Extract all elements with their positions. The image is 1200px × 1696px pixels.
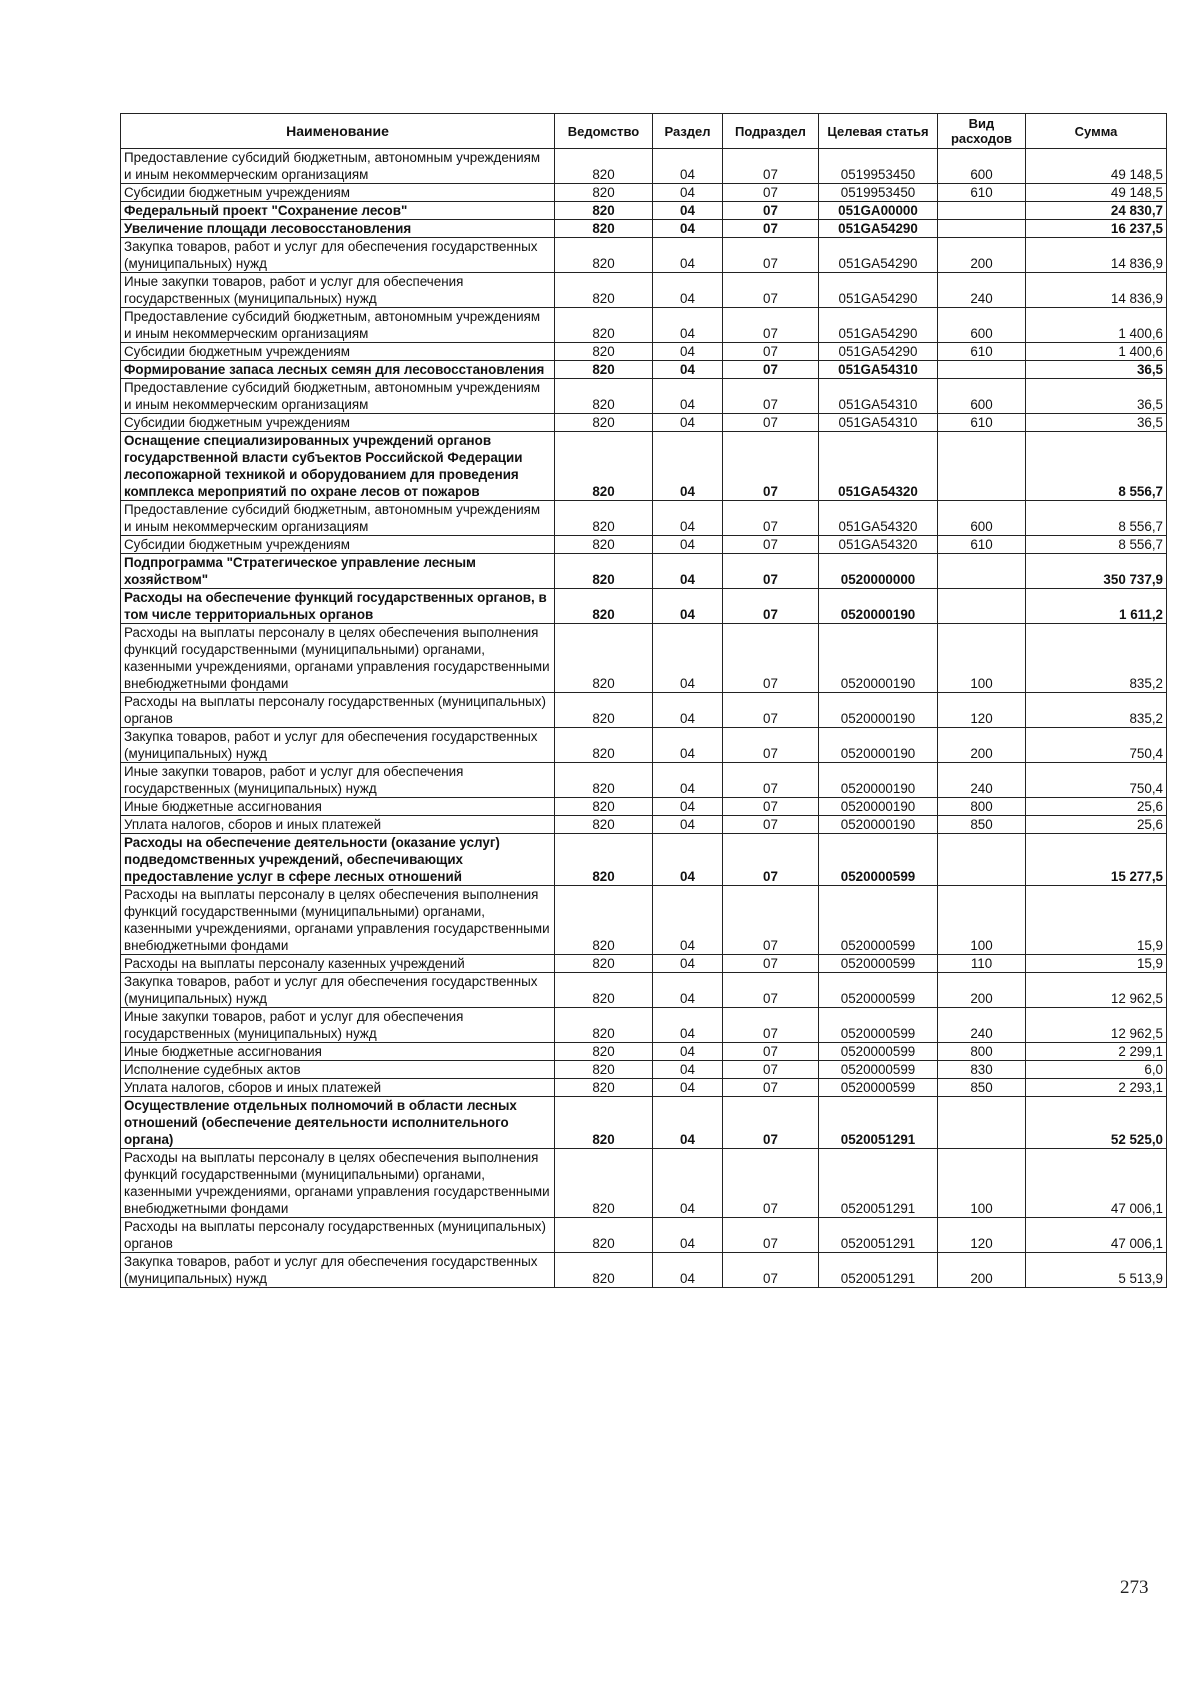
- table-row: [121, 589, 1167, 624]
- cell-exptype: 610: [938, 536, 1026, 554]
- table-row: [121, 624, 1167, 693]
- cell-exptype: 600: [938, 379, 1026, 414]
- cell-subsection: 07: [723, 624, 819, 693]
- table-row: [121, 184, 1167, 202]
- cell-sum: 835,2: [1026, 624, 1167, 693]
- cell-sum: 47 006,1: [1026, 1218, 1167, 1253]
- cell-section: 04: [653, 1218, 723, 1253]
- cell-section: 04: [653, 1043, 723, 1061]
- cell-subsection: 07: [723, 1079, 819, 1097]
- cell-subsection: 07: [723, 220, 819, 238]
- cell-name: Иные закупки товаров, работ и услуг для обеспечения государственных (муниципальных) нужд: [121, 273, 555, 308]
- cell-exptype: 200: [938, 1253, 1026, 1288]
- cell-exptype: [938, 554, 1026, 589]
- cell-target: 0520051291: [819, 1253, 938, 1288]
- cell-exptype: 850: [938, 816, 1026, 834]
- cell-exptype: 600: [938, 501, 1026, 536]
- cell-target: 0520000599: [819, 955, 938, 973]
- cell-subsection: 07: [723, 973, 819, 1008]
- cell-dept: 820: [555, 1043, 653, 1061]
- cell-dept: 820: [555, 1253, 653, 1288]
- table-row: [121, 1043, 1167, 1061]
- cell-target: 0519953450: [819, 149, 938, 184]
- cell-sum: 24 830,7: [1026, 202, 1167, 220]
- cell-sum: 2 299,1: [1026, 1043, 1167, 1061]
- cell-sum: 15,9: [1026, 886, 1167, 955]
- cell-target: 0520000599: [819, 834, 938, 886]
- cell-target: 0520000190: [819, 763, 938, 798]
- cell-section: 04: [653, 955, 723, 973]
- cell-target: 0520051291: [819, 1097, 938, 1149]
- table-row: [121, 973, 1167, 1008]
- cell-target: 0520000190: [819, 624, 938, 693]
- cell-target: 0519953450: [819, 184, 938, 202]
- cell-name: Расходы на выплаты персоналу государственных (муниципальных) органов: [121, 1218, 555, 1253]
- cell-section: 04: [653, 589, 723, 624]
- cell-name: Иные закупки товаров, работ и услуг для обеспечения государственных (муниципальных) нужд: [121, 1008, 555, 1043]
- cell-section: 04: [653, 693, 723, 728]
- header-dept: Ведомство: [555, 114, 653, 149]
- cell-exptype: 800: [938, 798, 1026, 816]
- cell-target: 051GA54320: [819, 501, 938, 536]
- cell-sum: 25,6: [1026, 816, 1167, 834]
- table-row: [121, 1008, 1167, 1043]
- cell-sum: 5 513,9: [1026, 1253, 1167, 1288]
- cell-sum: 36,5: [1026, 361, 1167, 379]
- cell-dept: 820: [555, 955, 653, 973]
- cell-dept: 820: [555, 1218, 653, 1253]
- cell-target: 0520000190: [819, 693, 938, 728]
- cell-name: Оснащение специализированных учреждений органов государственной власти субъектов Российской Федерации лесопожарной техникой и оборудованием для проведения комплекса мероприятий по охране лесов от пожаров: [121, 432, 555, 501]
- cell-section: 04: [653, 220, 723, 238]
- table-row: [121, 955, 1167, 973]
- cell-sum: 6,0: [1026, 1061, 1167, 1079]
- cell-exptype: 200: [938, 238, 1026, 273]
- table-row: [121, 220, 1167, 238]
- cell-dept: 820: [555, 536, 653, 554]
- cell-name: Федеральный проект "Сохранение лесов": [121, 202, 555, 220]
- cell-sum: 47 006,1: [1026, 1149, 1167, 1218]
- cell-section: 04: [653, 1253, 723, 1288]
- cell-dept: 820: [555, 1079, 653, 1097]
- cell-sum: 15,9: [1026, 955, 1167, 973]
- cell-exptype: [938, 202, 1026, 220]
- cell-dept: 820: [555, 432, 653, 501]
- cell-exptype: [938, 220, 1026, 238]
- cell-section: 04: [653, 728, 723, 763]
- cell-exptype: 110: [938, 955, 1026, 973]
- cell-dept: 820: [555, 202, 653, 220]
- cell-section: 04: [653, 501, 723, 536]
- cell-target: 051GA54290: [819, 220, 938, 238]
- cell-section: 04: [653, 554, 723, 589]
- cell-target: 0520000190: [819, 728, 938, 763]
- cell-sum: 36,5: [1026, 414, 1167, 432]
- cell-name: Закупка товаров, работ и услуг для обеспечения государственных (муниципальных) нужд: [121, 973, 555, 1008]
- cell-subsection: 07: [723, 728, 819, 763]
- cell-dept: 820: [555, 184, 653, 202]
- header-section: Раздел: [653, 114, 723, 149]
- cell-sum: 350 737,9: [1026, 554, 1167, 589]
- cell-sum: 14 836,9: [1026, 273, 1167, 308]
- cell-subsection: 07: [723, 432, 819, 501]
- cell-target: 0520000599: [819, 886, 938, 955]
- table-row: [121, 798, 1167, 816]
- cell-sum: 12 962,5: [1026, 1008, 1167, 1043]
- cell-section: 04: [653, 1149, 723, 1218]
- cell-sum: 750,4: [1026, 763, 1167, 798]
- cell-dept: 820: [555, 308, 653, 343]
- cell-dept: 820: [555, 238, 653, 273]
- cell-exptype: 610: [938, 414, 1026, 432]
- cell-exptype: [938, 432, 1026, 501]
- cell-sum: 1 400,6: [1026, 308, 1167, 343]
- cell-target: 0520000599: [819, 1008, 938, 1043]
- cell-subsection: 07: [723, 343, 819, 361]
- cell-target: 051GA54290: [819, 308, 938, 343]
- header-target: Целевая статья: [819, 114, 938, 149]
- cell-subsection: 07: [723, 202, 819, 220]
- cell-exptype: 800: [938, 1043, 1026, 1061]
- cell-sum: 15 277,5: [1026, 834, 1167, 886]
- cell-subsection: 07: [723, 1008, 819, 1043]
- page-number: 273: [1120, 1577, 1149, 1598]
- cell-exptype: 610: [938, 343, 1026, 361]
- cell-name: Осуществление отдельных полномочий в области лесных отношений (обеспечение деятельности исполнительного органа): [121, 1097, 555, 1149]
- cell-subsection: 07: [723, 693, 819, 728]
- cell-target: 0520000599: [819, 1079, 938, 1097]
- cell-section: 04: [653, 536, 723, 554]
- cell-name: Иные закупки товаров, работ и услуг для обеспечения государственных (муниципальных) нужд: [121, 763, 555, 798]
- cell-name: Уплата налогов, сборов и иных платежей: [121, 1079, 555, 1097]
- cell-name: Расходы на выплаты персоналу казенных учреждений: [121, 955, 555, 973]
- table-row: [121, 238, 1167, 273]
- cell-target: 0520000599: [819, 1061, 938, 1079]
- cell-exptype: 120: [938, 1218, 1026, 1253]
- cell-dept: 820: [555, 816, 653, 834]
- cell-name: Предоставление субсидий бюджетным, автономным учреждениям и иным некоммерческим организациям: [121, 501, 555, 536]
- cell-name: Предоставление субсидий бюджетным, автономным учреждениям и иным некоммерческим организациям: [121, 308, 555, 343]
- table-row: [121, 1097, 1167, 1149]
- cell-sum: 14 836,9: [1026, 238, 1167, 273]
- table-row: [121, 1218, 1167, 1253]
- cell-name: Закупка товаров, работ и услуг для обеспечения государственных (муниципальных) нужд: [121, 238, 555, 273]
- cell-subsection: 07: [723, 361, 819, 379]
- cell-dept: 820: [555, 973, 653, 1008]
- cell-sum: 8 556,7: [1026, 536, 1167, 554]
- cell-section: 04: [653, 432, 723, 501]
- cell-exptype: 200: [938, 973, 1026, 1008]
- cell-exptype: 600: [938, 308, 1026, 343]
- cell-sum: 1 611,2: [1026, 589, 1167, 624]
- cell-dept: 820: [555, 1008, 653, 1043]
- cell-section: 04: [653, 273, 723, 308]
- cell-dept: 820: [555, 1149, 653, 1218]
- cell-dept: 820: [555, 693, 653, 728]
- table-row: [121, 1253, 1167, 1288]
- cell-section: 04: [653, 202, 723, 220]
- cell-dept: 820: [555, 343, 653, 361]
- table-body: [121, 149, 1167, 1288]
- cell-subsection: 07: [723, 1097, 819, 1149]
- cell-name: Субсидии бюджетным учреждениям: [121, 414, 555, 432]
- cell-section: 04: [653, 308, 723, 343]
- cell-sum: 49 148,5: [1026, 149, 1167, 184]
- cell-section: 04: [653, 624, 723, 693]
- cell-subsection: 07: [723, 149, 819, 184]
- cell-subsection: 07: [723, 1149, 819, 1218]
- cell-sum: 8 556,7: [1026, 432, 1167, 501]
- cell-sum: 750,4: [1026, 728, 1167, 763]
- cell-target: 051GA54310: [819, 379, 938, 414]
- cell-dept: 820: [555, 1061, 653, 1079]
- cell-section: 04: [653, 379, 723, 414]
- cell-target: 051GA54290: [819, 273, 938, 308]
- cell-name: Субсидии бюджетным учреждениям: [121, 536, 555, 554]
- cell-section: 04: [653, 361, 723, 379]
- cell-exptype: 830: [938, 1061, 1026, 1079]
- cell-dept: 820: [555, 379, 653, 414]
- header-sum: Сумма: [1026, 114, 1167, 149]
- cell-dept: 820: [555, 273, 653, 308]
- cell-exptype: 600: [938, 149, 1026, 184]
- cell-name: Расходы на обеспечение деятельности (оказание услуг) подведомственных учреждений, обеспечивающих предоставление услуг в сфере лесных отношений: [121, 834, 555, 886]
- cell-name: Расходы на выплаты персоналу государственных (муниципальных) органов: [121, 693, 555, 728]
- cell-subsection: 07: [723, 763, 819, 798]
- header-subsection: Подраздел: [723, 114, 819, 149]
- cell-dept: 820: [555, 1097, 653, 1149]
- header-exptype: Вид расходов: [938, 114, 1026, 149]
- cell-dept: 820: [555, 624, 653, 693]
- cell-subsection: 07: [723, 1253, 819, 1288]
- cell-target: 0520051291: [819, 1218, 938, 1253]
- cell-sum: 36,5: [1026, 379, 1167, 414]
- table-header-row: [121, 114, 1167, 149]
- table-row: [121, 728, 1167, 763]
- table-row: [121, 763, 1167, 798]
- table-row: [121, 816, 1167, 834]
- table-row: [121, 501, 1167, 536]
- cell-name: Формирование запаса лесных семян для лесовосстановления: [121, 361, 555, 379]
- cell-dept: 820: [555, 886, 653, 955]
- cell-subsection: 07: [723, 1218, 819, 1253]
- cell-name: Закупка товаров, работ и услуг для обеспечения государственных (муниципальных) нужд: [121, 728, 555, 763]
- table-row: [121, 432, 1167, 501]
- cell-name: Расходы на выплаты персоналу в целях обеспечения выполнения функций государственными (муниципальными) органами, казенными учреждениями, органами управления государственными внебюджетными фондами: [121, 886, 555, 955]
- cell-subsection: 07: [723, 1043, 819, 1061]
- cell-subsection: 07: [723, 554, 819, 589]
- table-row: [121, 202, 1167, 220]
- cell-name: Предоставление субсидий бюджетным, автономным учреждениям и иным некоммерческим организациям: [121, 379, 555, 414]
- cell-exptype: 100: [938, 886, 1026, 955]
- cell-target: 051GA54290: [819, 238, 938, 273]
- table-row: [121, 1061, 1167, 1079]
- cell-exptype: 610: [938, 184, 1026, 202]
- cell-section: 04: [653, 149, 723, 184]
- table-row: [121, 1079, 1167, 1097]
- cell-section: 04: [653, 834, 723, 886]
- cell-sum: 52 525,0: [1026, 1097, 1167, 1149]
- cell-dept: 820: [555, 501, 653, 536]
- cell-subsection: 07: [723, 184, 819, 202]
- cell-subsection: 07: [723, 798, 819, 816]
- cell-target: 051GA54310: [819, 414, 938, 432]
- cell-exptype: 200: [938, 728, 1026, 763]
- cell-name: Расходы на выплаты персоналу в целях обеспечения выполнения функций государственными (муниципальными) органами, казенными учреждениями, органами управления государственными внебюджетными фондами: [121, 624, 555, 693]
- cell-dept: 820: [555, 554, 653, 589]
- table-row: [121, 834, 1167, 886]
- table-row: [121, 886, 1167, 955]
- table-row: [121, 1149, 1167, 1218]
- cell-target: 0520000190: [819, 589, 938, 624]
- cell-target: 0520000599: [819, 973, 938, 1008]
- cell-subsection: 07: [723, 273, 819, 308]
- cell-name: Расходы на выплаты персоналу в целях обеспечения выполнения функций государственными (муниципальными) органами, казенными учреждениями, органами управления государственными внебюджетными фондами: [121, 1149, 555, 1218]
- cell-sum: 25,6: [1026, 798, 1167, 816]
- cell-exptype: 240: [938, 763, 1026, 798]
- cell-dept: 820: [555, 798, 653, 816]
- cell-section: 04: [653, 184, 723, 202]
- cell-name: Предоставление субсидий бюджетным, автономным учреждениям и иным некоммерческим организациям: [121, 149, 555, 184]
- cell-target: 051GA54290: [819, 343, 938, 361]
- cell-target: 051GA54320: [819, 432, 938, 501]
- cell-dept: 820: [555, 834, 653, 886]
- cell-section: 04: [653, 1061, 723, 1079]
- cell-exptype: 850: [938, 1079, 1026, 1097]
- table-row: [121, 308, 1167, 343]
- cell-dept: 820: [555, 589, 653, 624]
- cell-exptype: 120: [938, 693, 1026, 728]
- cell-sum: 12 962,5: [1026, 973, 1167, 1008]
- cell-name: Иные бюджетные ассигнования: [121, 1043, 555, 1061]
- cell-subsection: 07: [723, 536, 819, 554]
- cell-section: 04: [653, 343, 723, 361]
- cell-exptype: 240: [938, 1008, 1026, 1043]
- header-name: Наименование: [121, 114, 555, 149]
- cell-subsection: 07: [723, 308, 819, 343]
- cell-name: Исполнение судебных актов: [121, 1061, 555, 1079]
- cell-dept: 820: [555, 414, 653, 432]
- cell-sum: 1 400,6: [1026, 343, 1167, 361]
- cell-subsection: 07: [723, 589, 819, 624]
- cell-exptype: [938, 361, 1026, 379]
- budget-table: [120, 113, 1167, 1288]
- cell-dept: 820: [555, 728, 653, 763]
- cell-sum: 49 148,5: [1026, 184, 1167, 202]
- cell-target: 051GA54320: [819, 536, 938, 554]
- cell-section: 04: [653, 798, 723, 816]
- cell-section: 04: [653, 763, 723, 798]
- cell-section: 04: [653, 816, 723, 834]
- table-row: [121, 361, 1167, 379]
- cell-sum: 16 237,5: [1026, 220, 1167, 238]
- cell-section: 04: [653, 238, 723, 273]
- table-row: [121, 379, 1167, 414]
- cell-target: 0520000000: [819, 554, 938, 589]
- table-row: [121, 343, 1167, 361]
- cell-name: Закупка товаров, работ и услуг для обеспечения государственных (муниципальных) нужд: [121, 1253, 555, 1288]
- cell-name: Подпрограмма "Стратегическое управление лесным хозяйством": [121, 554, 555, 589]
- table-row: [121, 536, 1167, 554]
- cell-dept: 820: [555, 149, 653, 184]
- cell-exptype: 240: [938, 273, 1026, 308]
- cell-section: 04: [653, 414, 723, 432]
- cell-subsection: 07: [723, 834, 819, 886]
- cell-exptype: [938, 834, 1026, 886]
- cell-dept: 820: [555, 361, 653, 379]
- cell-section: 04: [653, 1097, 723, 1149]
- cell-name: Расходы на обеспечение функций государственных органов, в том числе территориальных органов: [121, 589, 555, 624]
- cell-exptype: 100: [938, 624, 1026, 693]
- cell-name: Увеличение площади лесовосстановления: [121, 220, 555, 238]
- cell-subsection: 07: [723, 816, 819, 834]
- cell-target: 0520000190: [819, 816, 938, 834]
- cell-subsection: 07: [723, 238, 819, 273]
- table-row: [121, 554, 1167, 589]
- cell-exptype: [938, 589, 1026, 624]
- cell-section: 04: [653, 973, 723, 1008]
- cell-exptype: 100: [938, 1149, 1026, 1218]
- cell-subsection: 07: [723, 414, 819, 432]
- cell-section: 04: [653, 1079, 723, 1097]
- cell-target: 051GA54310: [819, 361, 938, 379]
- cell-sum: 835,2: [1026, 693, 1167, 728]
- cell-name: Иные бюджетные ассигнования: [121, 798, 555, 816]
- cell-dept: 820: [555, 763, 653, 798]
- table-row: [121, 149, 1167, 184]
- table-row: [121, 414, 1167, 432]
- cell-sum: 8 556,7: [1026, 501, 1167, 536]
- cell-subsection: 07: [723, 1061, 819, 1079]
- cell-exptype: [938, 1097, 1026, 1149]
- cell-dept: 820: [555, 220, 653, 238]
- cell-section: 04: [653, 1008, 723, 1043]
- cell-subsection: 07: [723, 379, 819, 414]
- table-row: [121, 693, 1167, 728]
- cell-sum: 2 293,1: [1026, 1079, 1167, 1097]
- table-row: [121, 273, 1167, 308]
- cell-name: Субсидии бюджетным учреждениям: [121, 184, 555, 202]
- cell-subsection: 07: [723, 886, 819, 955]
- cell-target: 0520000599: [819, 1043, 938, 1061]
- cell-subsection: 07: [723, 955, 819, 973]
- cell-section: 04: [653, 886, 723, 955]
- cell-target: 0520000190: [819, 798, 938, 816]
- cell-target: 0520051291: [819, 1149, 938, 1218]
- cell-subsection: 07: [723, 501, 819, 536]
- cell-target: 051GA00000: [819, 202, 938, 220]
- cell-name: Уплата налогов, сборов и иных платежей: [121, 816, 555, 834]
- cell-name: Субсидии бюджетным учреждениям: [121, 343, 555, 361]
